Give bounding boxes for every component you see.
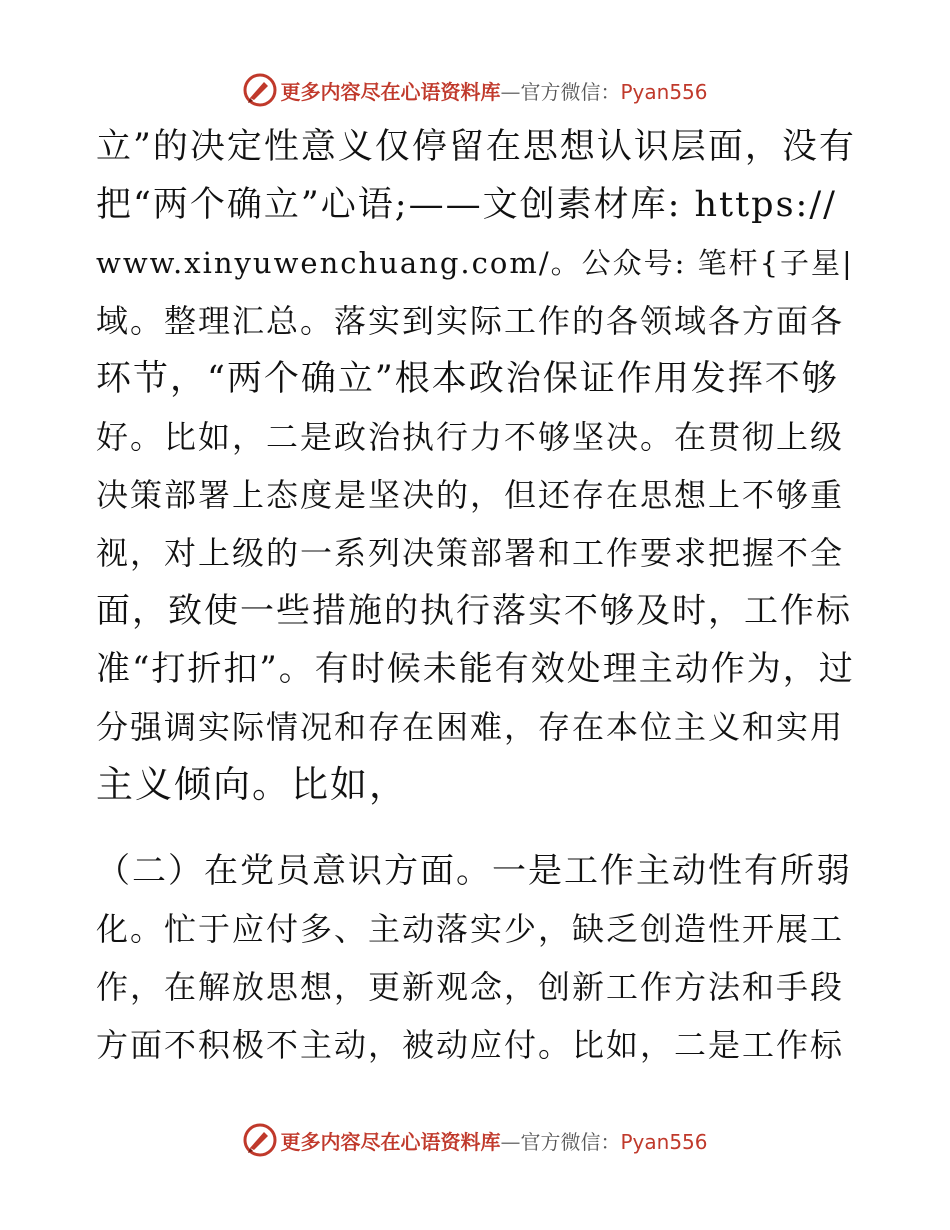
banner-separator: — <box>500 1129 521 1154</box>
pen-logo-icon <box>242 1122 278 1158</box>
footer-banner <box>0 1120 950 1160</box>
document-body <box>96 118 856 1074</box>
text-line: 化。忙于应付多、主动落实少，缺乏创造性开展工 <box>96 910 845 948</box>
banner-wechat-id: Pyan556 <box>620 79 708 104</box>
text-line: （二）在党员意识方面。一是工作主动性有所弱 <box>96 851 852 891</box>
header-banner <box>0 70 950 110</box>
banner-wechat-id: Pyan556 <box>620 1129 708 1154</box>
banner-official-label: 官方微信： <box>520 79 621 104</box>
banner-separator: — <box>500 79 521 104</box>
banner-text <box>280 76 707 105</box>
text-line: 把“两个确立”心语;——文创素材库: https:// <box>96 185 837 225</box>
banner-official-label: 官方微信： <box>520 1129 621 1154</box>
text-line: 好。比如，二是政治执行力不够坚决。在贯彻上级 <box>96 418 845 456</box>
paragraph-gap <box>96 814 856 842</box>
text-line: 域。整理汇总。落实到实际工作的各领域各方面各 <box>96 302 845 340</box>
paragraph <box>96 842 856 1074</box>
text-line: 环节，“两个确立”根本政治保证作用发挥不够 <box>96 359 839 399</box>
paragraph <box>96 118 856 814</box>
text-line: 分强调实际情况和存在困难，存在本位主义和实用 <box>96 708 845 746</box>
text-line: 主义倾向。比如， <box>96 763 408 806</box>
text-line: www.xinyuwenchuang.com/。公众号: 笔杆{子星| <box>96 246 854 280</box>
text-line: 准“打折扣”。有时候未能有效处理主动作为，过 <box>96 649 855 689</box>
text-line: 方面不积极不主动，被动应付。比如，二是工作标 <box>96 1026 845 1064</box>
text-line: 决策部署上态度是坚决的，但还存在思想上不够重 <box>96 476 845 514</box>
banner-text <box>280 1126 707 1155</box>
banner-title: 更多内容尽在心语资料库 <box>280 79 501 104</box>
text-line: 立”的决定性意义仅停留在思想认识层面，没有 <box>96 127 856 167</box>
banner-title: 更多内容尽在心语资料库 <box>280 1129 501 1154</box>
pen-logo-icon <box>242 72 278 108</box>
text-line: 面，致使一些措施的执行落实不够及时，工作标 <box>96 591 852 631</box>
text-line: 视，对上级的一系列决策部署和工作要求把握不全 <box>96 534 845 572</box>
text-line: 作，在解放思想，更新观念，创新工作方法和手段 <box>96 968 845 1006</box>
